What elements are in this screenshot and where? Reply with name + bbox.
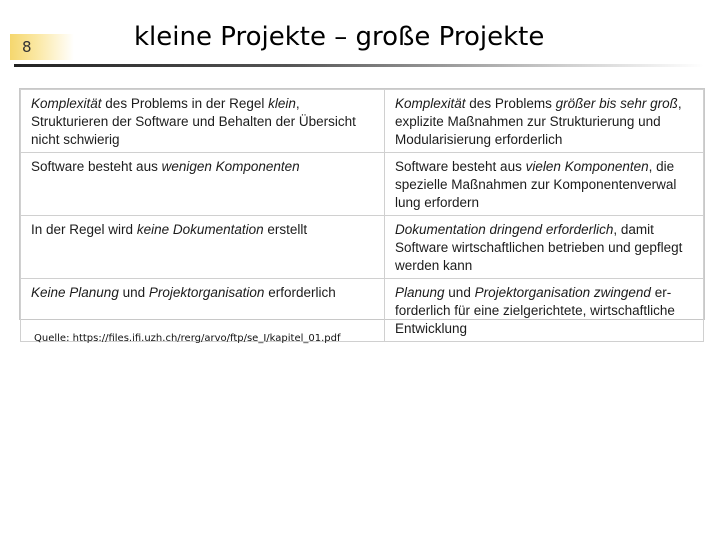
table-cell-large-project [385,90,704,153]
cell-text: , explizite Maßnahmen zur Strukturierung und Modularisierung erforderlich [395,96,682,147]
cell-text: Software besteht aus [395,159,526,174]
emphasized-text: Projektorganisation zwingend [474,285,651,300]
table-cell-small-project [21,153,385,216]
emphasized-text: Keine Planung [31,285,119,300]
table-cell-large-project [385,153,704,216]
table-cell-large-project [385,216,704,279]
comparison-table [20,89,704,342]
emphasized-text: vielen Komponenten [525,159,649,174]
cell-text: , Strukturieren der Software und Behalten der Übersicht nicht schwierig [31,96,356,147]
table-row [21,216,704,279]
emphasized-text: Planung [395,285,445,300]
cell-text: des Problems [465,96,556,111]
emphasized-text: keine Dokumentation [136,222,264,237]
cell-text: erstellt [263,222,308,237]
emphasized-text: klein [268,96,296,111]
cell-text: und [444,285,475,300]
source-citation: Quelle: https://files.ifi.uzh.ch/rerg/arvo/ftp/se_I/kapitel_01.pdf [34,333,341,344]
cell-text: des Problems in der Regel [101,96,269,111]
title-divider [14,64,704,67]
cell-text: erforderlich [264,285,336,300]
table-cell-small-project [21,216,385,279]
cell-text: er-forderlich für eine zielgerichtete, wirtschaftliche Entwicklung [395,285,675,336]
emphasized-text: Komplexität [395,96,466,111]
table-cell-small-project [21,90,385,153]
emphasized-text: größer bis sehr groß [555,96,678,111]
table-row [21,90,704,153]
table-row [21,153,704,216]
emphasized-text: wenigen Komponenten [161,159,300,174]
cell-text: Software besteht aus [31,159,162,174]
slide-number-background [10,34,74,60]
cell-text: und [118,285,149,300]
cell-text: , damit Software wirtschaftlichen betrieben und gepflegt werden kann [395,222,683,273]
cell-text: , die spezielle Maßnahmen zur Komponentenverwal lung erfordern [395,159,677,210]
emphasized-text: Komplexität [31,96,102,111]
slide-number: 8 [22,38,32,56]
emphasized-text: Projektorganisation [148,285,265,300]
comparison-table-image [19,88,705,336]
slide-title: kleine Projekte – große Projekte [134,22,545,52]
cell-text: In der Regel wird [31,222,137,237]
emphasized-text: Dokumentation dringend erforderlich [395,222,614,237]
table-cell-large-project [385,279,704,342]
